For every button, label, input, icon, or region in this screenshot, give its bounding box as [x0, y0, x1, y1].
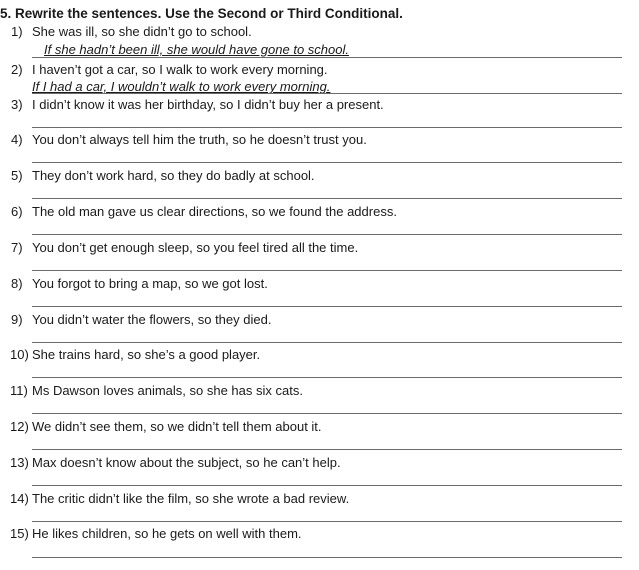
item-number: 4) — [11, 132, 23, 147]
answer-line[interactable] — [32, 270, 622, 271]
item-number: 5) — [11, 168, 23, 183]
answer-line[interactable] — [32, 198, 622, 199]
item-number: 8) — [11, 276, 23, 291]
answer-line[interactable] — [32, 449, 622, 450]
item-number: 15) — [10, 526, 29, 541]
item-number: 3) — [11, 97, 23, 112]
item-sentence: He likes children, so he gets on well with them. — [32, 526, 302, 541]
item-answer: If I had a car, I wouldn’t walk to work every morning. — [32, 79, 331, 94]
item-number: 10) — [10, 347, 29, 362]
answer-line[interactable] — [32, 93, 622, 94]
item-sentence: I haven’t got a car, so I walk to work every morning. — [32, 62, 328, 77]
item-sentence: Ms Dawson loves animals, so she has six cats. — [32, 383, 303, 398]
item-number: 1) — [11, 24, 23, 39]
answer-line[interactable] — [32, 342, 622, 343]
item-number: 7) — [11, 240, 23, 255]
item-sentence: You didn’t water the flowers, so they died. — [32, 312, 272, 327]
item-number: 14) — [10, 491, 29, 506]
item-number: 12) — [10, 419, 29, 434]
item-sentence: You don’t get enough sleep, so you feel tired all the time. — [32, 240, 359, 255]
item-sentence: They don’t work hard, so they do badly at school. — [32, 168, 315, 183]
answer-line[interactable] — [32, 485, 622, 486]
item-sentence: You don’t always tell him the truth, so he doesn’t trust you. — [32, 132, 367, 147]
item-sentence: The old man gave us clear directions, so we found the address. — [32, 204, 397, 219]
item-sentence: She was ill, so she didn’t go to school. — [32, 24, 252, 39]
item-number: 11) — [10, 383, 28, 398]
item-number: 13) — [10, 455, 29, 470]
item-sentence: You forgot to bring a map, so we got lost. — [32, 276, 268, 291]
worksheet-title: 5. Rewrite the sentences. Use the Second or Third Conditional. — [0, 6, 403, 21]
answer-line[interactable] — [32, 127, 622, 128]
item-sentence: She trains hard, so she’s a good player. — [32, 347, 261, 362]
item-answer: If she hadn’t been ill, she would have gone to school. — [44, 42, 349, 57]
item-number: 2) — [11, 62, 23, 77]
item-number: 6) — [11, 204, 23, 219]
item-sentence: We didn’t see them, so we didn’t tell them about it. — [32, 419, 322, 434]
answer-line[interactable] — [32, 413, 622, 414]
answer-line[interactable] — [32, 557, 622, 558]
answer-line[interactable] — [32, 234, 622, 235]
answer-line[interactable] — [32, 162, 622, 163]
answer-line[interactable] — [32, 521, 622, 522]
item-sentence: Max doesn’t know about the subject, so he can’t help. — [32, 455, 341, 470]
item-sentence: I didn’t know it was her birthday, so I didn’t buy her a present. — [32, 97, 384, 112]
answer-line[interactable] — [32, 306, 622, 307]
item-sentence: The critic didn’t like the film, so she wrote a bad review. — [32, 491, 350, 506]
item-number: 9) — [11, 312, 23, 327]
answer-line[interactable] — [32, 377, 622, 378]
answer-line[interactable] — [32, 57, 622, 58]
